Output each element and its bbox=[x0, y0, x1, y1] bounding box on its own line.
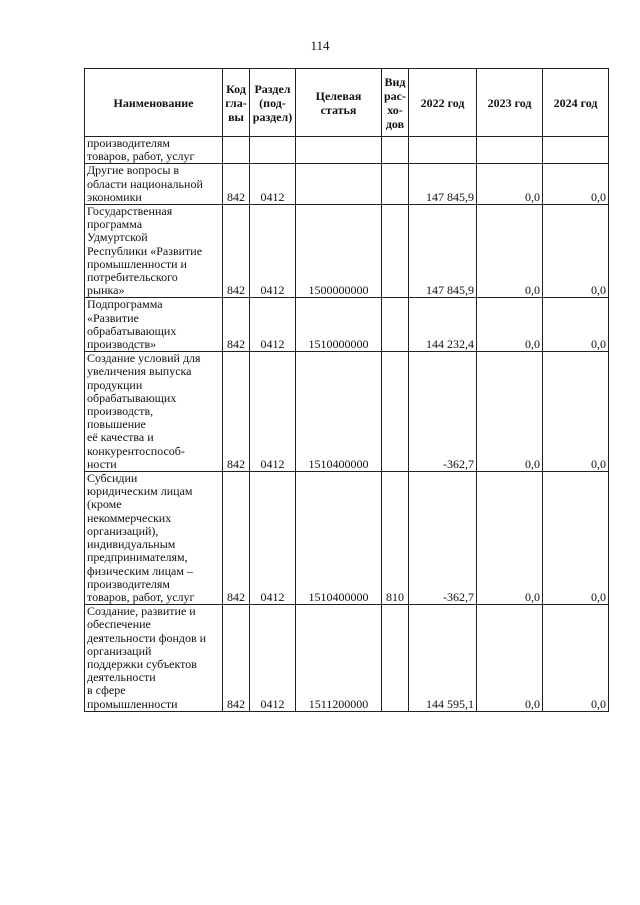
cell-target: 1510400000 bbox=[296, 352, 382, 472]
header-2023: 2023 год bbox=[477, 69, 543, 137]
cell-expense-type bbox=[382, 137, 409, 164]
header-section: Раздел (под- раздел) bbox=[250, 69, 296, 137]
cell-code: 842 bbox=[223, 298, 250, 352]
cell-section: 0412 bbox=[250, 352, 296, 472]
cell-y2024: 0,0 bbox=[543, 164, 609, 205]
cell-expense-type: 810 bbox=[382, 472, 409, 605]
cell-target bbox=[296, 164, 382, 205]
cell-target: 1510400000 bbox=[296, 472, 382, 605]
cell-y2024: 0,0 bbox=[543, 472, 609, 605]
cell-expense-type bbox=[382, 298, 409, 352]
cell-y2023: 0,0 bbox=[477, 205, 543, 298]
cell-name: Создание условий для увеличения выпуска продукции обрабатывающих производств, повышение eё качества и конкурентоспособ- ности bbox=[85, 352, 223, 472]
cell-section: 0412 bbox=[250, 298, 296, 352]
cell-section: 0412 bbox=[250, 164, 296, 205]
cell-y2024: 0,0 bbox=[543, 298, 609, 352]
cell-y2022: 147 845,9 bbox=[409, 164, 477, 205]
cell-name: Субсидии юридическим лицам (кроме некоммерческих организаций), индивидуальным предпринимателям, физическим лицам – производителям товаров, работ, услуг bbox=[85, 472, 223, 605]
cell-y2023: 0,0 bbox=[477, 164, 543, 205]
cell-section: 0412 bbox=[250, 472, 296, 605]
header-expense-type: Вид рас- хо- дов bbox=[382, 69, 409, 137]
cell-code: 842 bbox=[223, 605, 250, 712]
cell-y2022: 144 232,4 bbox=[409, 298, 477, 352]
header-name: Наименование bbox=[85, 69, 223, 137]
table-row bbox=[85, 205, 609, 298]
cell-target: 1500000000 bbox=[296, 205, 382, 298]
cell-y2024: 0,0 bbox=[543, 205, 609, 298]
cell-code: 842 bbox=[223, 472, 250, 605]
cell-section: 0412 bbox=[250, 605, 296, 712]
cell-y2023: 0,0 bbox=[477, 352, 543, 472]
table-row bbox=[85, 605, 609, 712]
cell-code: 842 bbox=[223, 205, 250, 298]
cell-code bbox=[223, 137, 250, 164]
cell-expense-type bbox=[382, 205, 409, 298]
cell-name: производителям товаров, работ, услуг bbox=[85, 137, 223, 164]
cell-y2024: 0,0 bbox=[543, 605, 609, 712]
cell-section: 0412 bbox=[250, 205, 296, 298]
cell-y2022: -362,7 bbox=[409, 472, 477, 605]
cell-target: 1510000000 bbox=[296, 298, 382, 352]
cell-name: Государственная программа Удмуртской Республики «Развитие промышленности и потребительского рынка» bbox=[85, 205, 223, 298]
cell-target: 1511200000 bbox=[296, 605, 382, 712]
cell-code: 842 bbox=[223, 164, 250, 205]
cell-y2022 bbox=[409, 137, 477, 164]
header-2024: 2024 год bbox=[543, 69, 609, 137]
cell-section bbox=[250, 137, 296, 164]
cell-y2024: 0,0 bbox=[543, 352, 609, 472]
header-code: Код гла- вы bbox=[223, 69, 250, 137]
header-target: Целевая статья bbox=[296, 69, 382, 137]
cell-y2023: 0,0 bbox=[477, 298, 543, 352]
cell-y2023: 0,0 bbox=[477, 605, 543, 712]
cell-name: Создание, развитие и обеспечение деятельности фондов и организаций поддержки субъектов деятельности в сфере промышленности bbox=[85, 605, 223, 712]
table-row bbox=[85, 352, 609, 472]
cell-y2023: 0,0 bbox=[477, 472, 543, 605]
budget-table bbox=[84, 68, 609, 712]
cell-name: Подпрограмма «Развитие обрабатывающих производств» bbox=[85, 298, 223, 352]
cell-expense-type bbox=[382, 352, 409, 472]
cell-target bbox=[296, 137, 382, 164]
table-row bbox=[85, 137, 609, 164]
cell-y2023 bbox=[477, 137, 543, 164]
cell-code: 842 bbox=[223, 352, 250, 472]
page-number: 114 bbox=[310, 38, 330, 53]
cell-y2022: 144 595,1 bbox=[409, 605, 477, 712]
cell-name: Другие вопросы в области национальной экономики bbox=[85, 164, 223, 205]
cell-y2022: -362,7 bbox=[409, 352, 477, 472]
cell-expense-type bbox=[382, 605, 409, 712]
cell-expense-type bbox=[382, 164, 409, 205]
cell-y2024 bbox=[543, 137, 609, 164]
table-row bbox=[85, 164, 609, 205]
table-header-row bbox=[85, 69, 609, 137]
cell-y2022: 147 845,9 bbox=[409, 205, 477, 298]
header-2022: 2022 год bbox=[409, 69, 477, 137]
table-row bbox=[85, 298, 609, 352]
table-row bbox=[85, 472, 609, 605]
